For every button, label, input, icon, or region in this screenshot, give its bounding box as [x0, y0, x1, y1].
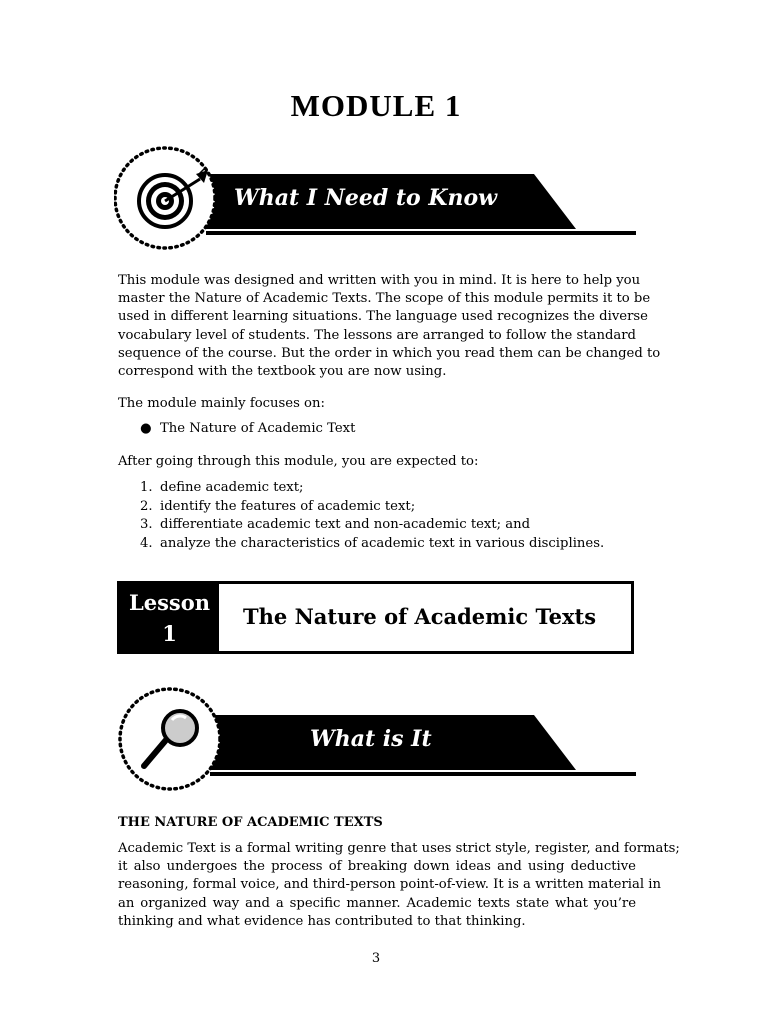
objective-number: 2. [140, 498, 153, 514]
objective-item [140, 479, 604, 498]
body-line: thinking and what evidence has contributed to that thinking. [118, 913, 526, 929]
banner-label: What is It [310, 726, 432, 752]
objectives-intro: After going through this module, you are expected to: [118, 454, 479, 469]
body-line: reasoning, formal voice, and third-person point-of-view. It is a written material in [118, 877, 661, 893]
body-line: it also undergoes the process of breaking down ideas and using deductive [118, 859, 636, 875]
body-paragraph [118, 840, 680, 931]
body-line: an organized way and a specific manner. Academic texts state what you’re [118, 895, 636, 911]
magnifying-glass-icon [136, 704, 208, 776]
objective-item [140, 516, 604, 535]
what-is-it-banner [114, 686, 640, 796]
objective-item [140, 498, 604, 517]
intro-line: vocabulary level of students. The lessons are arranged to follow the standard [118, 327, 636, 343]
intro-line: used in different learning situations. The language used recognizes the diverse [118, 309, 648, 325]
intro-line: This module was designed and written with you in mind. It is here to help you [118, 273, 641, 288]
lesson-header [117, 581, 634, 654]
objective-number: 1. [140, 480, 153, 495]
focus-intro: The module mainly focuses on: [118, 396, 325, 411]
objective-text: analyze the characteristics of academic text in various disciplines. [160, 535, 605, 551]
what-i-need-to-know-banner [114, 145, 640, 255]
objective-text: define academic text; [160, 480, 304, 495]
banner-label: What I Need to Know [234, 185, 498, 211]
intro-line: correspond with the textbook you are now using. [118, 364, 447, 380]
intro-paragraph [118, 272, 661, 381]
objective-item [140, 535, 604, 554]
body-line: Academic Text is a formal writing genre that uses strict style, register, and formats; [118, 841, 680, 856]
lesson-tag [120, 584, 219, 651]
section-heading: THE NATURE OF ACADEMIC TEXTS [118, 815, 383, 830]
bullet-icon: ● [140, 421, 152, 436]
focus-bullet-text: The Nature of Academic Text [160, 421, 356, 436]
lesson-tag-number: 1 [162, 621, 177, 646]
lesson-tag-word: Lesson [128, 590, 211, 615]
page-number: 3 [371, 951, 381, 966]
intro-line: sequence of the course. But the order in which you read them can be changed to [118, 345, 661, 361]
target-dart-icon [126, 157, 211, 242]
objective-number: 4. [140, 535, 153, 551]
intro-line: master the Nature of Academic Texts. The scope of this module permits it to be [118, 291, 651, 307]
lesson-title: The Nature of Academic Texts [243, 604, 597, 629]
objective-text: differentiate academic text and non-academic text; and [160, 517, 531, 533]
objective-text: identify the features of academic text; [160, 498, 416, 514]
module-title: MODULE 1 [290, 88, 462, 123]
objective-number: 3. [140, 517, 153, 533]
objectives-list [140, 479, 604, 553]
focus-bullet-item [140, 421, 355, 436]
